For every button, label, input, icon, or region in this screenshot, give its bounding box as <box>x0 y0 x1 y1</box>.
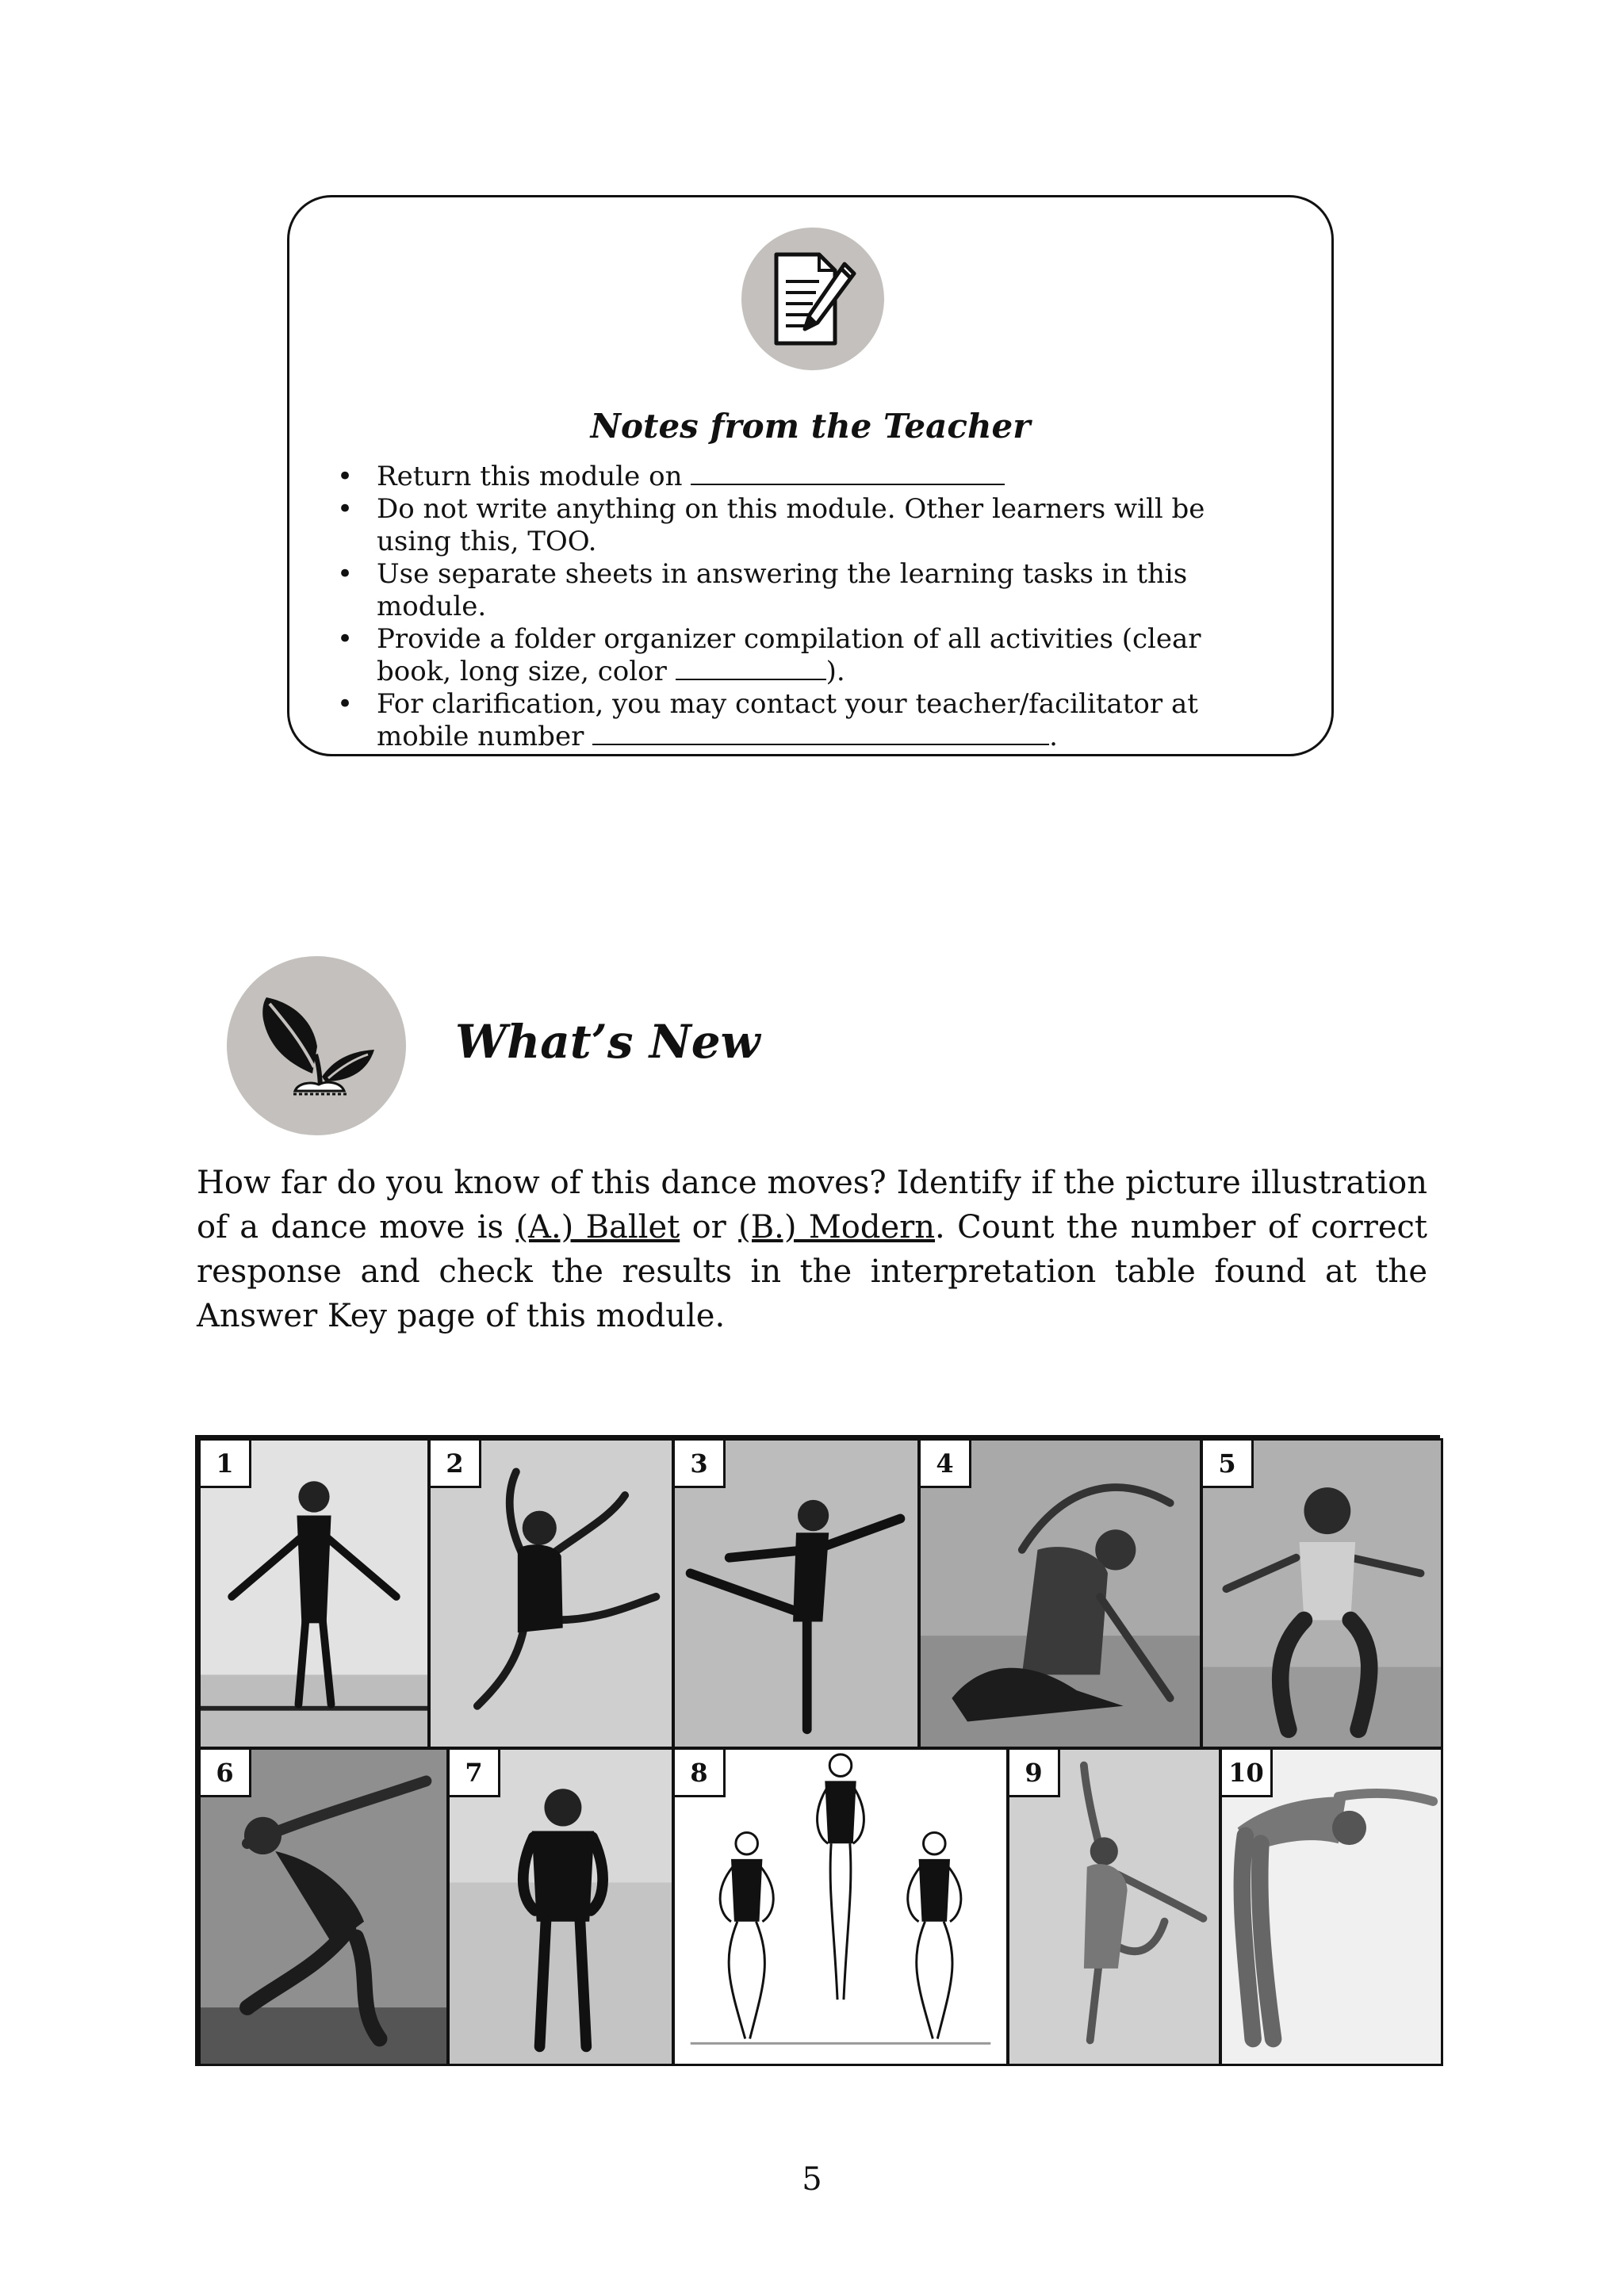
dance-picture-6: 6 <box>198 1747 449 2066</box>
dance-picture-3: 3 <box>672 1438 920 1749</box>
notes-title: Notes from the Teacher <box>590 407 1031 446</box>
sprout-icon <box>227 956 406 1135</box>
list-item: • For clarification, you may contact your teacher/facilitator at mobile number . <box>337 688 1284 753</box>
list-item: • Return this module on <box>337 461 1284 493</box>
section-title: What’s New <box>455 1015 760 1069</box>
list-item: • Provide a folder organizer compilation of all activities (clear book, long size, color ). <box>337 623 1284 688</box>
option-modern: (B.) Modern <box>738 1209 936 1246</box>
blank-line <box>691 461 1005 485</box>
dance-picture-9: 9 <box>1007 1747 1221 2066</box>
dance-picture-1: 1 <box>198 1438 430 1749</box>
dance-picture-10: 10 <box>1220 1747 1443 2066</box>
list-item: • Use separate sheets in answering the learning tasks in this module. <box>337 558 1284 623</box>
list-item: • Do not write anything on this module. Other learners will be using this, TOO. <box>337 493 1284 558</box>
notes-from-teacher-box <box>287 195 1334 756</box>
dance-picture-5: 5 <box>1201 1438 1443 1749</box>
page-number: 5 <box>802 2161 822 2198</box>
option-ballet: (A.) Ballet <box>515 1209 680 1246</box>
intro-paragraph: How far do you know of this dance moves? Identify if the picture illustration of a dance move is (A.) Ballet or (B.) Modern. Count the number of correct response and check the results in the interpretation table found at the Answer Key page of this module. <box>197 1165 1427 1334</box>
dance-picture-8: 8 <box>672 1747 1009 2066</box>
blank-line <box>592 721 1049 745</box>
dance-picture-7: 7 <box>447 1747 674 2066</box>
document-pencil-icon <box>741 228 884 370</box>
blank-line <box>676 656 826 680</box>
dance-picture-4: 4 <box>918 1438 1202 1749</box>
notes-list <box>337 461 1284 753</box>
dance-picture-2: 2 <box>428 1438 674 1749</box>
dance-picture-grid <box>195 1435 1440 2066</box>
